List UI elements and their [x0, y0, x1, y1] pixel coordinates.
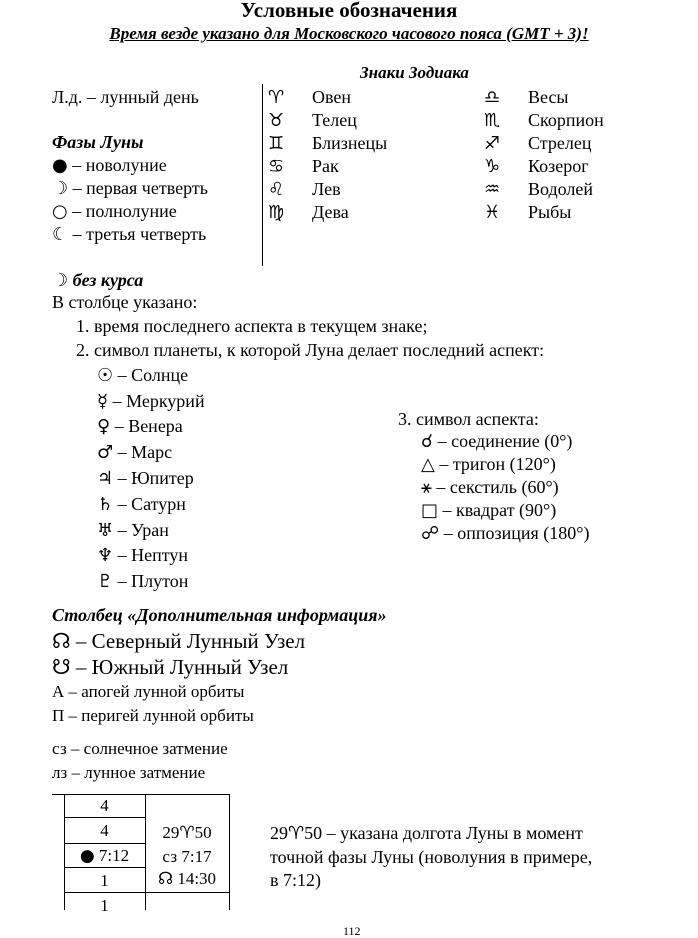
planet-mars: ♂ – Марс: [97, 442, 173, 463]
square-icon: □: [421, 500, 439, 521]
void-course-point-3: 3. символ аспекта:: [398, 409, 539, 429]
full-moon-icon: ○: [52, 201, 68, 222]
zodiac-item-sagittarius: [484, 132, 500, 155]
north-node-legend: ☊ – Северный Лунный Узел: [52, 629, 306, 653]
last-quarter-icon: ☾: [52, 224, 69, 245]
aspect-conjunction: ☌ – соединение (0°): [421, 431, 573, 452]
opposition-icon: ☍: [421, 523, 440, 544]
zodiac-label-leo: Лев: [312, 179, 341, 199]
zodiac-label-taurus: Телец: [312, 110, 357, 130]
zodiac-item-libra: [484, 86, 500, 109]
zodiac-label-aries: Овен: [312, 87, 352, 107]
page-subtitle: Время везде указано для Московского часового пояса (GMT + 3)!: [109, 24, 589, 43]
solar-eclipse-legend: сз – солнечное затмение: [52, 739, 228, 758]
zodiac-label-virgo: Дева: [312, 202, 349, 222]
example-note-line-3: в 7:12): [270, 870, 321, 890]
aspect-opposition: ☍ – оппозиция (180°): [421, 523, 590, 544]
page-title: Условные обозначения: [240, 0, 458, 22]
zodiac-item-taurus: [268, 109, 284, 132]
example-note-line-1: 29♈50 – указана долгота Луны в момент: [270, 823, 583, 844]
phase-new-moon: ● – новолуние: [52, 155, 167, 176]
planet-venus: ♀ – Венера: [97, 416, 183, 437]
saturn-icon: ♄: [97, 494, 114, 515]
new-moon-icon: ●: [52, 155, 68, 176]
phase-first-quarter: ☽ – первая четверть: [52, 178, 208, 199]
venus-icon: ♀: [97, 416, 111, 437]
table-row: 4: [100, 821, 109, 840]
new-moon-icon: ●: [79, 846, 95, 866]
zodiac-item-leo: [268, 178, 284, 201]
void-course-point-2: 2. символ планеты, к которой Луна делает последний аспект:: [76, 340, 545, 360]
first-quarter-icon: ☽: [52, 178, 69, 199]
zodiac-item-capricorn: [484, 155, 500, 178]
north-node-icon: ☊: [157, 869, 174, 889]
planet-saturn: ♄ – Сатурн: [97, 494, 186, 515]
additional-info-heading: Столбец «Дополнительная информация»: [52, 605, 387, 625]
aspect-square: □ – квадрат (90°): [421, 500, 557, 521]
aspect-sextile: ⚹ – секстиль (60°): [421, 477, 559, 498]
zodiac-item-gemini: [268, 132, 284, 155]
south-node-icon: ☋: [52, 655, 71, 679]
pluto-icon: ♇: [97, 571, 114, 592]
phase-last-quarter: ☾ – третья четверть: [52, 224, 207, 245]
sextile-icon: ⚹: [421, 477, 432, 498]
table-cell-longitude: 29♈50: [162, 823, 212, 843]
zodiac-label-capricorn: Козерог: [528, 156, 589, 176]
void-course-point-1: 1. время последнего аспекта в текущем знаке;: [76, 316, 428, 336]
aspect-trine: △ – тригон (120°): [421, 454, 556, 475]
table-cell-node: ☊ 14:30: [157, 869, 217, 889]
planet-jupiter: ♃ – Юпитер: [97, 468, 194, 489]
zodiac-item-cancer: [268, 155, 284, 178]
example-note-line-2: точной фазы Луны (новолуния в примере,: [270, 847, 593, 867]
lunar-day-legend: Л.д. – лунный день: [52, 87, 199, 107]
pisces-icon: ♓: [484, 202, 501, 223]
aries-icon: ♈: [179, 823, 195, 843]
planet-pluto: ♇ – Плутон: [97, 571, 189, 592]
perigee-legend: П – перигей лунной орбиты: [52, 706, 254, 725]
virgo-icon: ♍: [268, 202, 285, 223]
moon-phases-heading: Фазы Луны: [52, 132, 144, 152]
mercury-icon: ☿: [97, 391, 109, 412]
phase-full-moon: ○ – полнолуние: [52, 201, 177, 222]
planet-uranus: ♅ – Уран: [97, 520, 169, 541]
uranus-icon: ♅: [97, 520, 114, 541]
table-row: 1: [100, 871, 109, 890]
libra-icon: ♎: [484, 87, 501, 108]
void-course-heading: ☽ без курса: [52, 270, 144, 291]
capricorn-icon: ♑: [484, 156, 501, 177]
mars-icon: ♂: [97, 442, 114, 463]
apogee-legend: А – апогей лунной орбиты: [52, 682, 245, 701]
trine-icon: △: [421, 454, 435, 475]
planet-sun: ☉ – Солнце: [97, 365, 189, 386]
zodiac-label-sagittarius: Стрелец: [528, 133, 592, 153]
zodiac-item-aquarius: [484, 178, 500, 201]
aries-icon: ♈: [268, 87, 285, 108]
gemini-icon: ♊: [268, 133, 285, 154]
zodiac-item-scorpio: [484, 109, 500, 132]
zodiac-label-aquarius: Водолей: [528, 179, 594, 199]
zodiac-item-aries: [268, 86, 284, 109]
planet-mercury: ☿ – Меркурий: [97, 391, 205, 412]
planet-neptune: ♆ – Нептун: [97, 545, 189, 566]
table-cell-eclipse: сз 7:17: [162, 847, 212, 866]
south-node-legend: ☋ – Южный Лунный Узел: [52, 655, 289, 679]
neptune-icon: ♆: [97, 545, 114, 566]
table-cell-phase: ● 7:12: [79, 846, 130, 866]
zodiac-item-virgo: [268, 201, 284, 224]
jupiter-icon: ♃: [97, 468, 114, 489]
zodiac-label-libra: Весы: [528, 87, 569, 107]
zodiac-label-scorpio: Скорпион: [528, 110, 604, 130]
north-node-icon: ☊: [52, 629, 71, 653]
zodiac-label-pisces: Рыбы: [528, 202, 572, 222]
page-number: 112: [343, 924, 361, 938]
aries-icon: ♈: [288, 823, 305, 844]
cancer-icon: ♋: [268, 156, 285, 177]
zodiac-label-gemini: Близнецы: [312, 133, 388, 153]
aquarius-icon: ♒: [484, 179, 501, 200]
sun-icon: ☉: [97, 365, 114, 386]
scorpio-icon: ♏: [484, 110, 501, 131]
table-row: 4: [100, 796, 109, 815]
moon-icon: ☽: [52, 270, 69, 291]
table-row: 1: [100, 896, 109, 915]
zodiac-heading: Знаки Зодиака: [360, 63, 469, 82]
zodiac-item-pisces: [484, 201, 500, 224]
zodiac-label-cancer: Рак: [312, 156, 339, 176]
lunar-eclipse-legend: лз – лунное затмение: [52, 763, 206, 782]
leo-icon: ♌: [268, 179, 285, 200]
void-course-intro: В столбце указано:: [52, 292, 198, 312]
column-divider: [262, 84, 263, 266]
sagittarius-icon: ♐: [484, 133, 501, 154]
taurus-icon: ♉: [268, 110, 285, 131]
conjunction-icon: ☌: [421, 431, 434, 452]
